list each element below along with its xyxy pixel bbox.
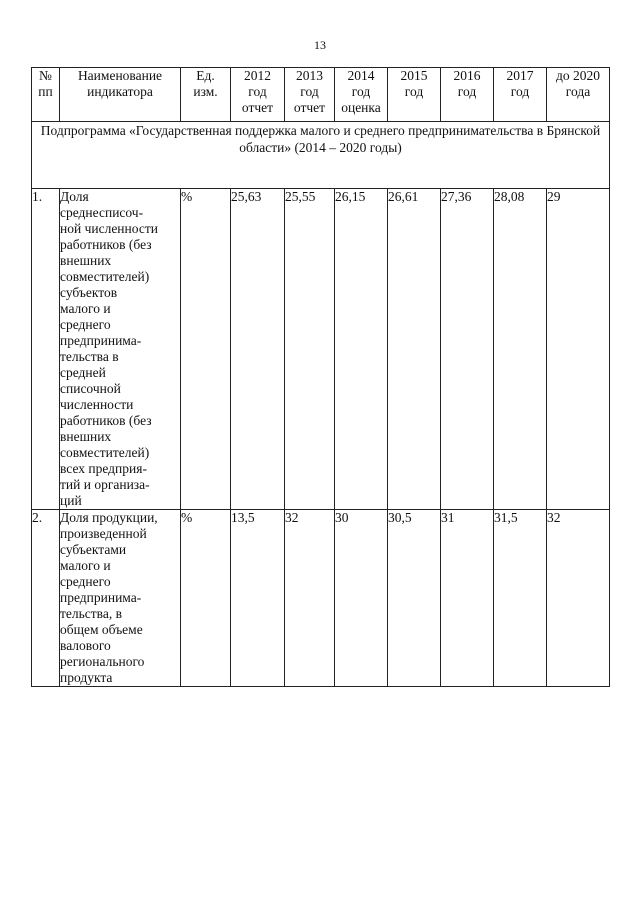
header-year-2015: 2015 год xyxy=(388,68,441,122)
header-year-2012: 2012 год отчет xyxy=(231,68,285,122)
row-num: 2. xyxy=(32,510,60,687)
header-year-2014: 2014 год оценка xyxy=(335,68,388,122)
subprogram-title: Подпрограмма «Государственная поддержка малого и среднего предпринимательства в Брянской области» (2014 – 2020 годы) xyxy=(32,122,610,189)
value-2015: 30,5 xyxy=(388,510,441,687)
value-2016: 27,36 xyxy=(441,189,494,510)
value-2016: 31 xyxy=(441,510,494,687)
header-year-2017: 2017 год xyxy=(494,68,547,122)
value-2012: 25,63 xyxy=(231,189,285,510)
subprogram-row xyxy=(32,122,610,189)
value-2012: 13,5 xyxy=(231,510,285,687)
value-2017: 31,5 xyxy=(494,510,547,687)
header-year-2020: до 2020 года xyxy=(547,68,610,122)
value-2015: 26,61 xyxy=(388,189,441,510)
page-number: 13 xyxy=(314,38,326,52)
value-2014: 30 xyxy=(335,510,388,687)
header-row xyxy=(32,68,610,122)
header-year-2016: 2016 год xyxy=(441,68,494,122)
header-unit: Ед. изм. xyxy=(181,68,231,122)
header-year-2013: 2013 год отчет xyxy=(285,68,335,122)
indicators-table xyxy=(31,67,610,687)
unit-cell: % xyxy=(181,510,231,687)
header-num: № пп xyxy=(32,68,60,122)
unit-cell: % xyxy=(181,189,231,510)
value-2017: 28,08 xyxy=(494,189,547,510)
indicator-name: Доля продукции, произведенной субъектами малого и среднего предпринима- тельства, в общем объеме валового регионального продукта xyxy=(60,510,181,687)
value-2020: 29 xyxy=(547,189,610,510)
table-row xyxy=(32,189,610,510)
value-2014: 26,15 xyxy=(335,189,388,510)
row-num: 1. xyxy=(32,189,60,510)
table-row xyxy=(32,510,610,687)
header-name: Наименование индикатора xyxy=(60,68,181,122)
value-2020: 32 xyxy=(547,510,610,687)
value-2013: 32 xyxy=(285,510,335,687)
value-2013: 25,55 xyxy=(285,189,335,510)
indicator-name: Доля среднесписоч- ной численности работников (без внешних совместителей) субъектов малого и среднего предпринима- тельства в средней списочной численности работников (без внешних совместителей) всех предприя- тий и организа- ций xyxy=(60,189,181,510)
